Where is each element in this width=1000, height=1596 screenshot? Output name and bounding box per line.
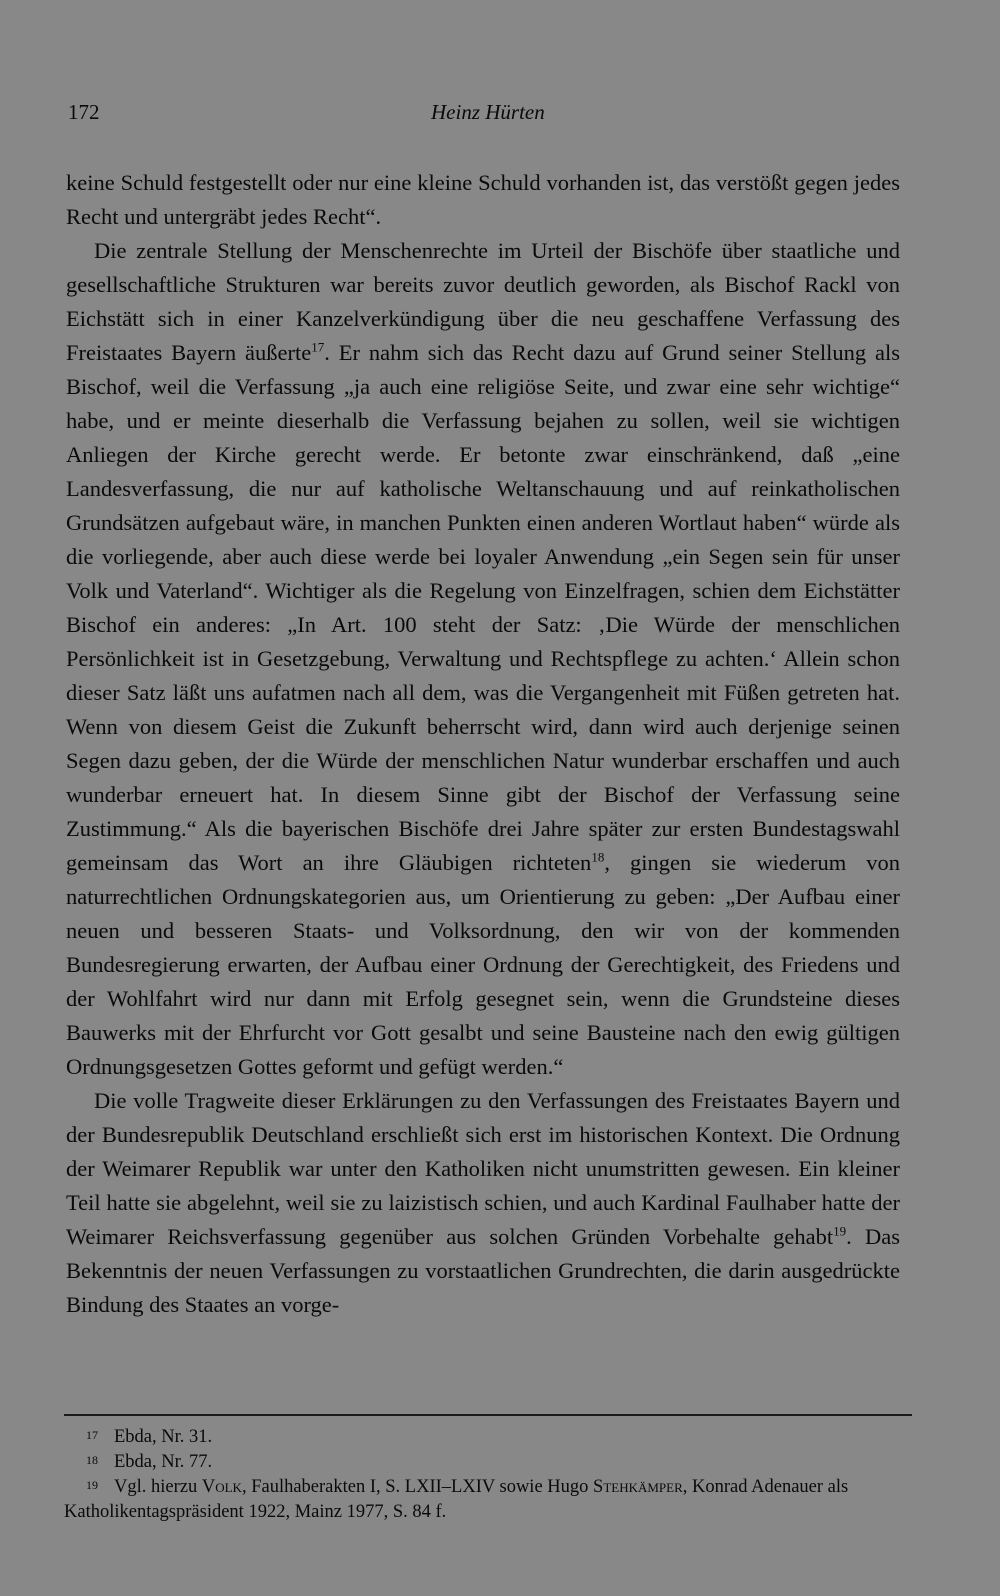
paragraph-text: . Er nahm sich das Recht dazu auf Grund seiner Stellung als Bischof, weil die Verfassung „ja auch eine religiöse Seite, und zwar eine sehr wichtige“ habe, und er meinte dieserhalb die Verfassung bejahen zu sollen, weil sie wichtigen Anliegen der Kirche gerecht werde. Er betonte zwar einschränkend, daß „eine Landesverfassung, die nur auf katholische Weltanschauung und auf reinkatholischen Grundsätzen aufgebaut wäre, in manchen Punkten einen anderen Wortlaut haben“ würde als die vorliegende, aber auch diese werde bei loyaler Anwendung „ein Segen sein für unser Volk und Vaterland“. Wichtiger als die Regelung von Einzelfragen, schien dem Eichstätter Bischof ein anderes: „In Art. 100 steht der Satz: ‚Die Würde der menschlichen Persönlichkeit ist in Gesetzgebung, Verwaltung und Rechtspflege zu achten.‘ Allein schon dieser Satz läßt uns aufatmen nach all dem, was die Vergangenheit mit Füßen getreten hat. Wenn von diesem Geist die Zukunft beherrscht wird, dann wird auch derjenige seinen Segen dazu geben, der die Würde der menschlichen Natur wunderbar erschaffen und auch wunderbar erneuert hat. In diesem Sinne gibt der Bischof der Verfassung seine Zustimmung.“ Als die bayerischen Bischöfe drei Jahre später zur ersten Bundestagswahl gemeinsam das Wort an ihre Gläubigen richteten <box>66 340 900 875</box>
footnote-mark: 18 <box>86 1453 98 1467</box>
footnote-ref-18[interactable]: 18 <box>591 849 605 865</box>
paragraph-text: Die volle Tragweite dieser Erklärungen zu den Verfassungen des Freistaates Bayern und der Bundesrepublik Deutschland erschließt sich erst im historischen Kontext. Die Ordnung der Weimarer Republik war unter den Katholiken nicht unumstritten gewesen. Ein kleiner Teil hatte sie abgelehnt, weil sie zu laizistisch schien, und auch Kardinal Faulhaber hatte der Weimarer Reichsverfassung gegenüber aus solchen Gründen Vorbehalte gehabt <box>66 1088 900 1249</box>
paragraph-text: Die zentrale Stellung der Menschenrechte im Urteil der Bischöfe über staatliche und gesellschaftliche Strukturen war bereits zuvor deutlich geworden, als Bischof Rackl von Eichstätt sich in einer Kanzelverkündigung über die neu geschaffene Verfassung des Freistaates Bayern äußerte <box>66 238 900 365</box>
paragraph-2 <box>66 234 900 1084</box>
footnote-ref-19[interactable]: 19 <box>833 1223 847 1239</box>
paragraph-text: , gingen sie wiederum von naturrechtlichen Ordnungskategorien aus, um Orientierung zu geben: „Der Aufbau einer neuen und besseren Staats- und Volksordnung, den wir von der kommenden Bundesregierung erwarten, der Aufbau einer Ordnung der Gerechtigkeit, des Friedens und der Wohlfahrt wird nur dann mit Erfolg gesegnet sein, wenn die Grundsteine dieses Bauwerks mit der Ehrfurcht vor Gott gesalbt und seine Bausteine nach den ewig gültigen Ordnungsgesetzen Gottes geformt und gefügt werden.“ <box>66 850 900 1079</box>
footnote-18 <box>64 1450 912 1475</box>
body-text <box>66 166 900 1322</box>
paragraph-text: keine Schuld festgestellt oder nur eine kleine Schuld vorhanden ist, das verstößt gegen jedes Recht und untergräbt jedes Recht“. <box>66 170 900 229</box>
paragraph-1 <box>66 166 900 234</box>
footnote-text: , Konrad Adenauer als Katholikentagspräsident 1922, Mainz 1977, S. 84 f. <box>64 1477 849 1522</box>
paragraph-3 <box>66 1084 900 1322</box>
footnote-divider <box>64 1414 912 1416</box>
footnotes <box>64 1425 912 1525</box>
running-head: Heinz Hürten <box>431 100 545 124</box>
footnote-17 <box>64 1425 912 1450</box>
paragraph-text: . Das Bekenntnis der neuen Verfassungen zu vorstaatlichen Grundrechten, die darin ausgedrückte Bindung des Staates an vorge- <box>66 1224 900 1317</box>
footnote-text: Ebda, Nr. 31. <box>114 1427 213 1447</box>
author-name: Stehkämper <box>593 1477 683 1497</box>
footnote-19 <box>64 1475 912 1525</box>
footnote-ref-17[interactable]: 17 <box>311 339 325 355</box>
footnote-text: , Faulhaberakten I, S. LXII–LXIV sowie Hugo <box>241 1477 594 1497</box>
footnote-text: Vgl. hierzu <box>114 1477 202 1497</box>
page-number: 172 <box>68 100 100 124</box>
author-name: Volk <box>201 1477 242 1497</box>
page-header <box>68 100 888 132</box>
footnote-text: Ebda, Nr. 77. <box>114 1452 213 1472</box>
footnote-mark: 17 <box>86 1428 98 1442</box>
footnote-mark: 19 <box>86 1478 98 1492</box>
